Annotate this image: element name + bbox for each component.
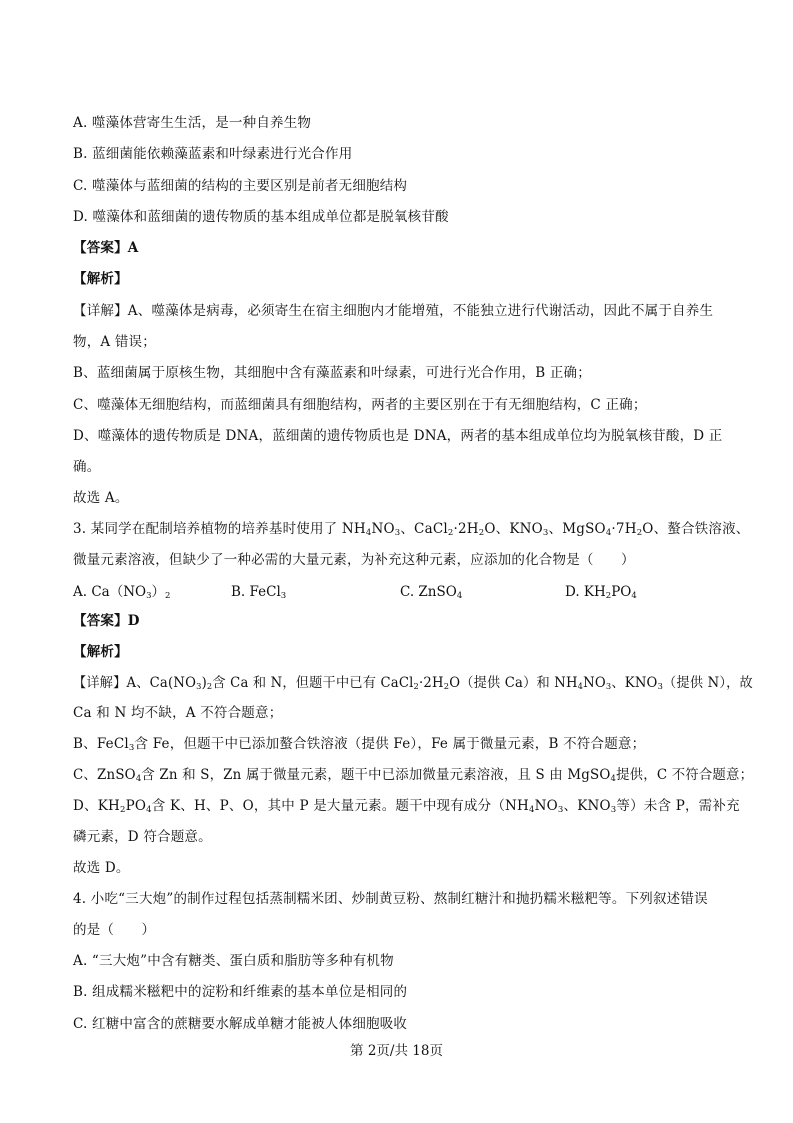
q3-detail-line: C、ZnSO$_4$含 Zn 和 S，Zn 属于微量元素，题干中已添加微量元素溶液，且 S 由 MgSO$_4$提供，C 不符合题意；	[73, 767, 754, 784]
q3-option-b: B. FeCl$_3$	[231, 584, 287, 601]
q3-conclusion: 故选 D。	[73, 860, 130, 876]
q3-option-a: A. $Ca(NO_3)_2$	[73, 584, 171, 601]
q3-detail-line: Ca 和 N 均不缺，A 不符合题意；	[73, 705, 283, 721]
q2-conclusion: 故选 A。	[73, 490, 129, 506]
q3-stem-line-2: 微量元素溶液，但缺少了一种必需的大量元素，为补充这种元素，应添加的化合物是（ ）	[73, 552, 635, 568]
q4-stem-line-2: 的是（ ）	[73, 922, 156, 938]
q2-option-c: C. 噬藻体与蓝细菌的结构的主要区别是前者无细胞结构	[73, 178, 408, 194]
q2-option-b: B. 蓝细菌能依赖藻蓝素和叶绿素进行光合作用	[73, 146, 353, 162]
q4-option-a: A. “三大炮”中含有糖类、蛋白质和脂肪等多种有机物	[73, 953, 394, 969]
q2-detail-line: 物，A 错误；	[73, 334, 156, 350]
q3-detail-line: D、$KH_2PO_4$含 K、H、P、O，其中 P 是大量元素。题干中现有成分（$NH_4NO_3$、$KNO_3$等）未含 P，需补充	[73, 798, 740, 815]
q3-detail-line: B、FeCl$_3$含 Fe，但题干中已添加螯合铁溶液（提供 Fe），Fe 属于微量元素，B 不符合题意；	[73, 736, 646, 753]
q3-answer: 【答案】D	[73, 613, 140, 629]
q2-detail-line: 【详解】A、噬藻体是病毒，必须寄生在宿主细胞内才能增殖，不能独立进行代谢活动，因此不属于自养生	[73, 303, 714, 319]
q3-detail-line: 【详解】A、$Ca(NO_3)_2$含 Ca 和 N，但题干中已有 $CaCl_2\cdot 2H_2O$（提供 Ca）和 $NH_4NO_3$、$KNO_3$（提供 N），故	[73, 675, 753, 692]
q2-option-d: D. 噬藻体和蓝细菌的遗传物质的基本组成单位都是脱氧核苷酸	[73, 209, 449, 225]
q3-detail-line: 磷元素，D 符合题意。	[73, 829, 212, 845]
q3-analysis-label: 【解析】	[73, 644, 128, 660]
q4-option-b: B. 组成糯米糍粑中的淀粉和纤维素的基本单位是相同的	[73, 984, 408, 1000]
q2-answer: 【答案】A	[73, 240, 139, 256]
page-number-footer: 第 2页/共 18页	[350, 1043, 443, 1059]
q2-detail-line: D、噬藻体的遗传物质是 DNA，蓝细菌的遗传物质也是 DNA，两者的基本组成单位均为脱氧核苷酸，D 正	[73, 428, 723, 444]
q3-stem: 3. 某同学在配制培养植物的培养基时使用了 $NH_4NO_3$、$CaCl_2\cdot 2H_2O$、$KNO_3$、$MgSO_4\cdot 7H_2O$、螯合铁溶液、	[73, 521, 750, 538]
q4-option-c: C. 红糖中富含的蔗糖要水解成单糖才能被人体细胞吸收	[73, 1016, 408, 1032]
q4-stem: 4. 小吃“三大炮”的制作过程包括蒸制糯米团、炒制黄豆粉、熬制红糖汁和抛扔糯米糍粑等。下列叙述错误	[73, 891, 708, 907]
q3-option-d: D. $KH_2PO_4$	[565, 584, 637, 601]
q2-detail-line: B、蓝细菌属于原核生物，其细胞中含有藻蓝素和叶绿素，可进行光合作用，B 正确；	[73, 365, 591, 381]
q3-option-c: C. ZnSO$_4$	[400, 584, 463, 601]
q2-analysis-label: 【解析】	[73, 271, 128, 287]
q2-detail-line: C、噬藻体无细胞结构，而蓝细菌具有细胞结构，两者的主要区别在于有无细胞结构，C 正确；	[73, 397, 647, 413]
q2-option-a: A. 噬藻体营寄生生活，是一种自养生物	[73, 115, 312, 131]
q2-detail-line: 确。	[73, 459, 101, 475]
